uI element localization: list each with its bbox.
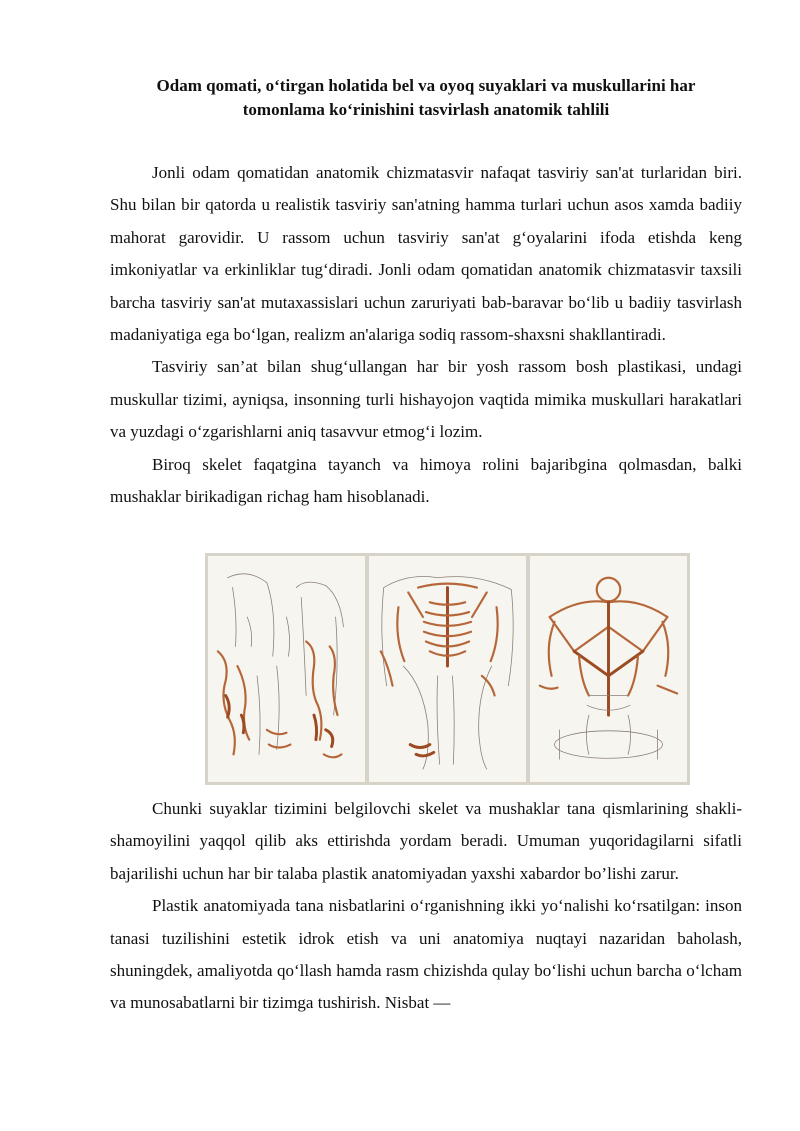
figure-panel-back [530,556,687,782]
paragraph: Chunki suyaklar tizimini belgilovchi skelet va mushaklar tana qismlarining shakli-shamoyilini yaqqol qilib aks ettirishda yordam beradi. Umuman yuqoridagilarni sifatli bajarilishi uchun har bir talaba plastik anatomiyadan yaxshi xabardor bo’lishi zarur. [110,799,742,883]
ribcage-sketch-image [369,556,526,782]
title-line-2: tomonlama ko‘rinishini tasvirlash anatomik tahlili [242,100,610,119]
figure-panel-ribcage [369,556,526,782]
paragraph: Plastik anatomiyada tana nisbatlarini o‘rganishning ikki yo‘nalishi ko‘rsatilgan: inson tanasi tuzilishini estetik idrok etish va uni anatomiya nuqtayi nazaridan baholash, shuningdek, amaliyotda qo‘llash hamda rasm chizishda qulay bo‘lishi uchun barcha o‘lcham va munosabatlarni bir tizimga tushirish. Nisbat — [110,896,742,1013]
text-block-top [110,157,742,513]
title-line-1: Odam qomati, o‘tirgan holatida bel va oyoq suyaklari va muskullarini har [156,76,696,95]
paragraph: Biroq skelet faqatgina tayanch va himoya rolini bajaribgina qolmasdan, balki mushaklar birikadigan richag ham hisoblanadi. [110,454,742,507]
paragraph: Tasviriy san’at bilan shug‘ullangan har bir yosh rassom bosh plastikasi, undagi muskullar tizimi, ayniqsa, insonning turli hishayojon vaqtida mimika muskullari harakatlari va yuzdagi o‘zgarishlarni aniq tasavvur etmog‘i lozim. [110,357,742,442]
back-sketch-image [530,556,687,782]
legs-sketch-image [208,556,365,782]
anatomy-figure [205,553,690,785]
text-block-bottom [110,793,742,1020]
paragraph: Jonli odam qomatidan anatomik chizmatasvir nafaqat tasviriy san'at turlaridan biri. Shu bilan bir qatorda u realistik tasviriy san'atning hamma turlari uchun asos xamda badiiy mahorat garovidir. U rassom uchun tasviriy san'at g‘oyalarini ifoda etishda keng imkoniyatlar va erkinliklar tug‘diradi. Jonli odam qomatidan anatomik chizmatasvir taxsili barcha tasviriy san'at mutaxassislari uchun zaruriyati bab-baravar bo‘lib u badiiy tasvirlash madaniyatiga ega bo‘lgan, realizm an'alariga sodiq rassom-shaxsni shakllantiradi. [110,163,742,345]
page-title [110,74,742,122]
figure-panel-legs [208,556,365,782]
